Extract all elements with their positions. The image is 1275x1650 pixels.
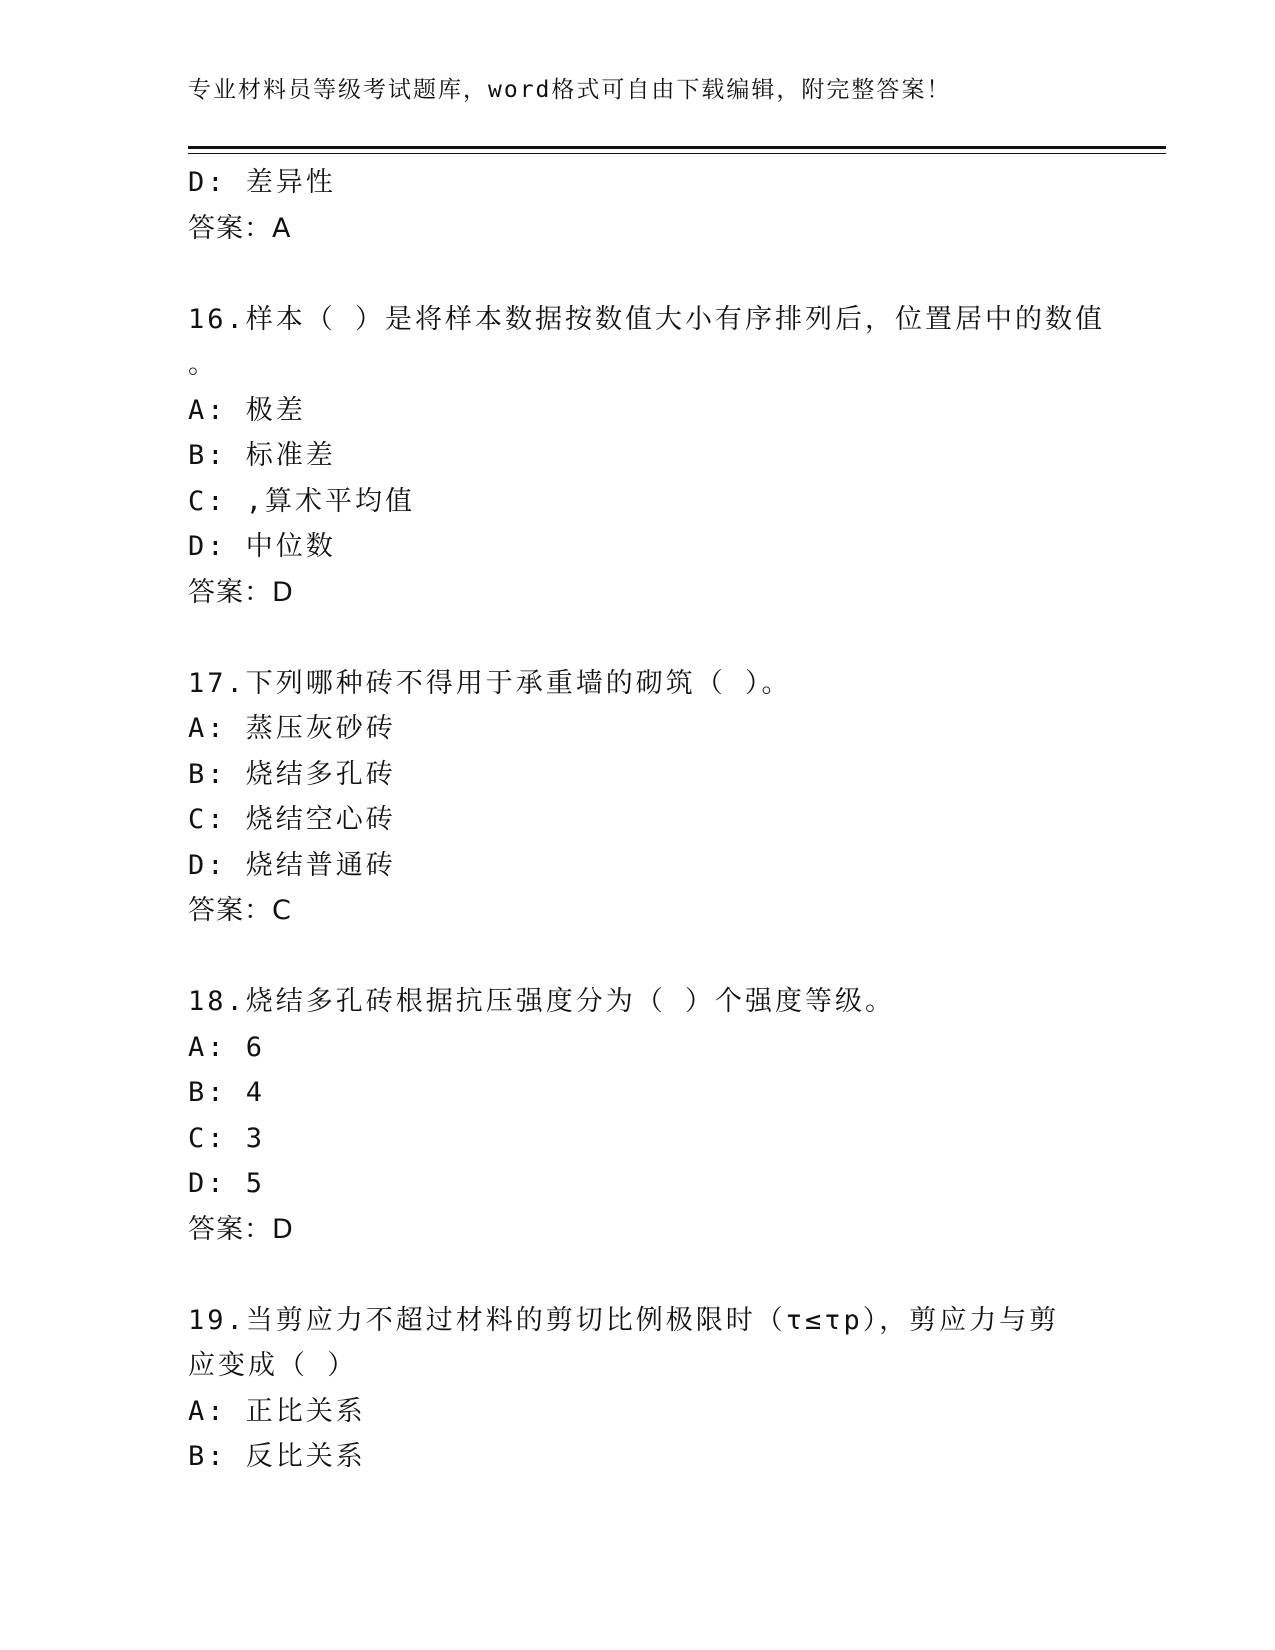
- question-stem: 18.烧结多孔砖根据抗压强度分为（ ）个强度等级。: [188, 986, 896, 1017]
- option-c: C: 烧结空心砖: [188, 804, 396, 835]
- option-b: B: 烧结多孔砖: [188, 758, 396, 790]
- option-d: D: 烧结普通砖: [188, 849, 396, 881]
- question-stem: 16.样本（ ）是将样本数据按数值大小有序排列后，位置居中的数值: [188, 303, 1106, 335]
- answer: 答案：D: [188, 576, 294, 608]
- question-stem: 17.下列哪种砖不得用于承重墙的砌筑（ ）。: [188, 667, 792, 699]
- header-rule-thin: [188, 153, 1166, 154]
- spacer: [188, 1252, 1088, 1298]
- option-d: D: 差异性: [188, 167, 336, 198]
- option-b: B: 反比关系: [188, 1441, 366, 1472]
- question-list: [188, 160, 1106, 1480]
- option-d: D: 5: [188, 1168, 266, 1199]
- question-18: [188, 979, 1088, 1252]
- option-a: A: 极差: [188, 394, 306, 426]
- question-stem: 19.当剪应力不超过材料的剪切比例极限时（τ≤τp），剪应力与剪: [188, 1304, 1060, 1336]
- answer: 答案：A: [188, 212, 292, 244]
- spacer: [188, 251, 1088, 297]
- question-19: [188, 1298, 1088, 1480]
- option-a: A: 6: [188, 1031, 266, 1063]
- header-rule-thick: [188, 146, 1166, 149]
- page-header: 专业材料员等级考试题库，word格式可自由下载编辑，附完整答案！: [188, 77, 952, 103]
- question-stem-continued: 。: [188, 349, 218, 380]
- option-a: A: 蒸压灰砂砖: [188, 713, 396, 744]
- spacer: [188, 615, 1088, 661]
- question-15: [188, 160, 1088, 251]
- option-b: B: 标准差: [188, 440, 336, 471]
- answer: 答案：C: [188, 895, 292, 926]
- option-c: C: ,算术平均值: [188, 485, 416, 517]
- question-stem-continued: 应变成（ ）: [188, 1350, 358, 1381]
- option-a: A: 正比关系: [188, 1395, 366, 1427]
- option-d: D: 中位数: [188, 531, 336, 562]
- option-c: C: 3: [188, 1122, 266, 1154]
- question-17: [188, 661, 1088, 934]
- spacer: [188, 934, 1088, 980]
- question-16: [188, 297, 1106, 616]
- option-b: B: 4: [188, 1077, 266, 1108]
- answer: 答案：D: [188, 1213, 294, 1245]
